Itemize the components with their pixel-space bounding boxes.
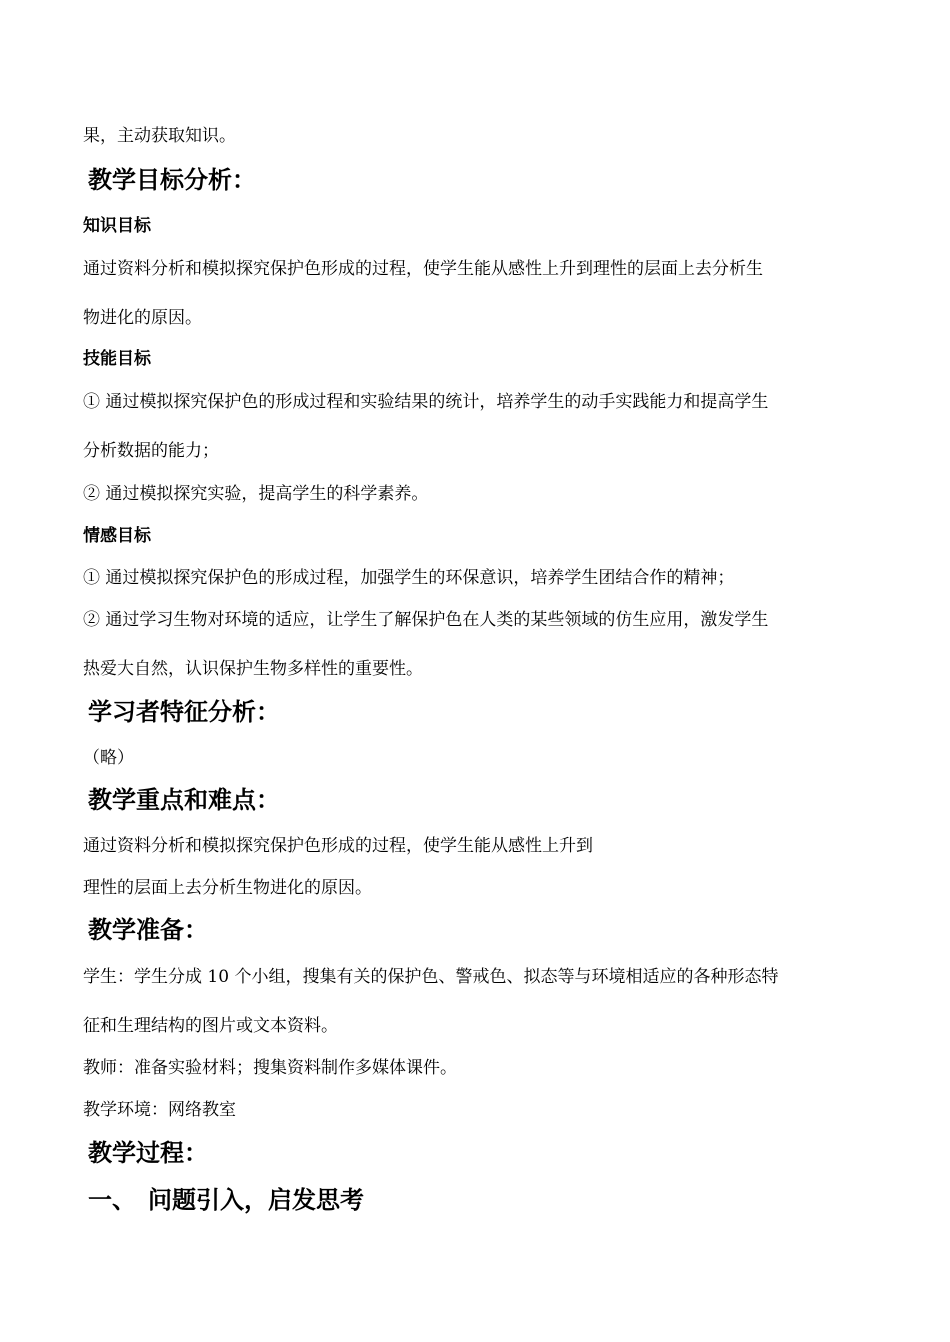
intro-tail-text: 果，主动获取知识。 xyxy=(83,126,236,146)
emotion-objective-line: ② 通过学习生物对环境的适应，让学生了解保护色在人类的某些领域的仿生应用，激发学生 xyxy=(83,610,769,630)
learner-analysis-heading: 学习者特征分析： xyxy=(88,698,280,726)
skill-objective-line: 分析数据的能力； xyxy=(83,441,219,461)
knowledge-objective-line: 通过资料分析和模拟探究保护色形成的过程，使学生能从感性上升到理性的层面上去分析生 xyxy=(83,259,763,279)
skill-objective-line: ② 通过模拟探究实验，提高学生的科学素养。 xyxy=(83,484,429,504)
emotion-objective-line: 热爱大自然，认识保护生物多样性的重要性。 xyxy=(83,659,423,679)
emotion-objective-line: ① 通过模拟探究保护色的形成过程，加强学生的环保意识，培养学生团结合作的精神； xyxy=(83,568,735,588)
knowledge-objective-line: 物进化的原因。 xyxy=(83,308,202,328)
step-number: 一、 xyxy=(88,1186,136,1214)
skill-objective-line: ① 通过模拟探究保护色的形成过程和实验结果的统计，培养学生的动手实践能力和提高学生 xyxy=(83,392,769,412)
key-points-heading: 教学重点和难点： xyxy=(88,786,280,814)
step-title: 问题引入，启发思考 xyxy=(148,1186,364,1214)
preparation-line: 教师：准备实验材料；搜集资料制作多媒体课件。 xyxy=(83,1058,457,1078)
skill-objective-label: 技能目标 xyxy=(83,349,151,369)
key-points-line: 通过资料分析和模拟探究保护色形成的过程，使学生能从感性上升到 xyxy=(83,836,593,856)
preparation-line: 教学环境：网络教室 xyxy=(83,1100,236,1120)
emotion-objective-label: 情感目标 xyxy=(83,526,151,546)
preparation-heading: 教学准备： xyxy=(88,916,208,944)
process-heading: 教学过程： xyxy=(88,1139,208,1167)
preparation-line: 征和生理结构的图片或文本资料。 xyxy=(83,1016,338,1036)
process-step-heading xyxy=(88,1184,364,1216)
objectives-heading: 教学目标分析： xyxy=(88,166,256,194)
preparation-line: 学生：学生分成 10 个小组，搜集有关的保护色、警戒色、拟态等与环境相适应的各种形态特 xyxy=(83,967,779,987)
key-points-line: 理性的层面上去分析生物进化的原因。 xyxy=(83,878,372,898)
knowledge-objective-label: 知识目标 xyxy=(83,216,151,236)
learner-analysis-text: （略） xyxy=(83,748,134,768)
